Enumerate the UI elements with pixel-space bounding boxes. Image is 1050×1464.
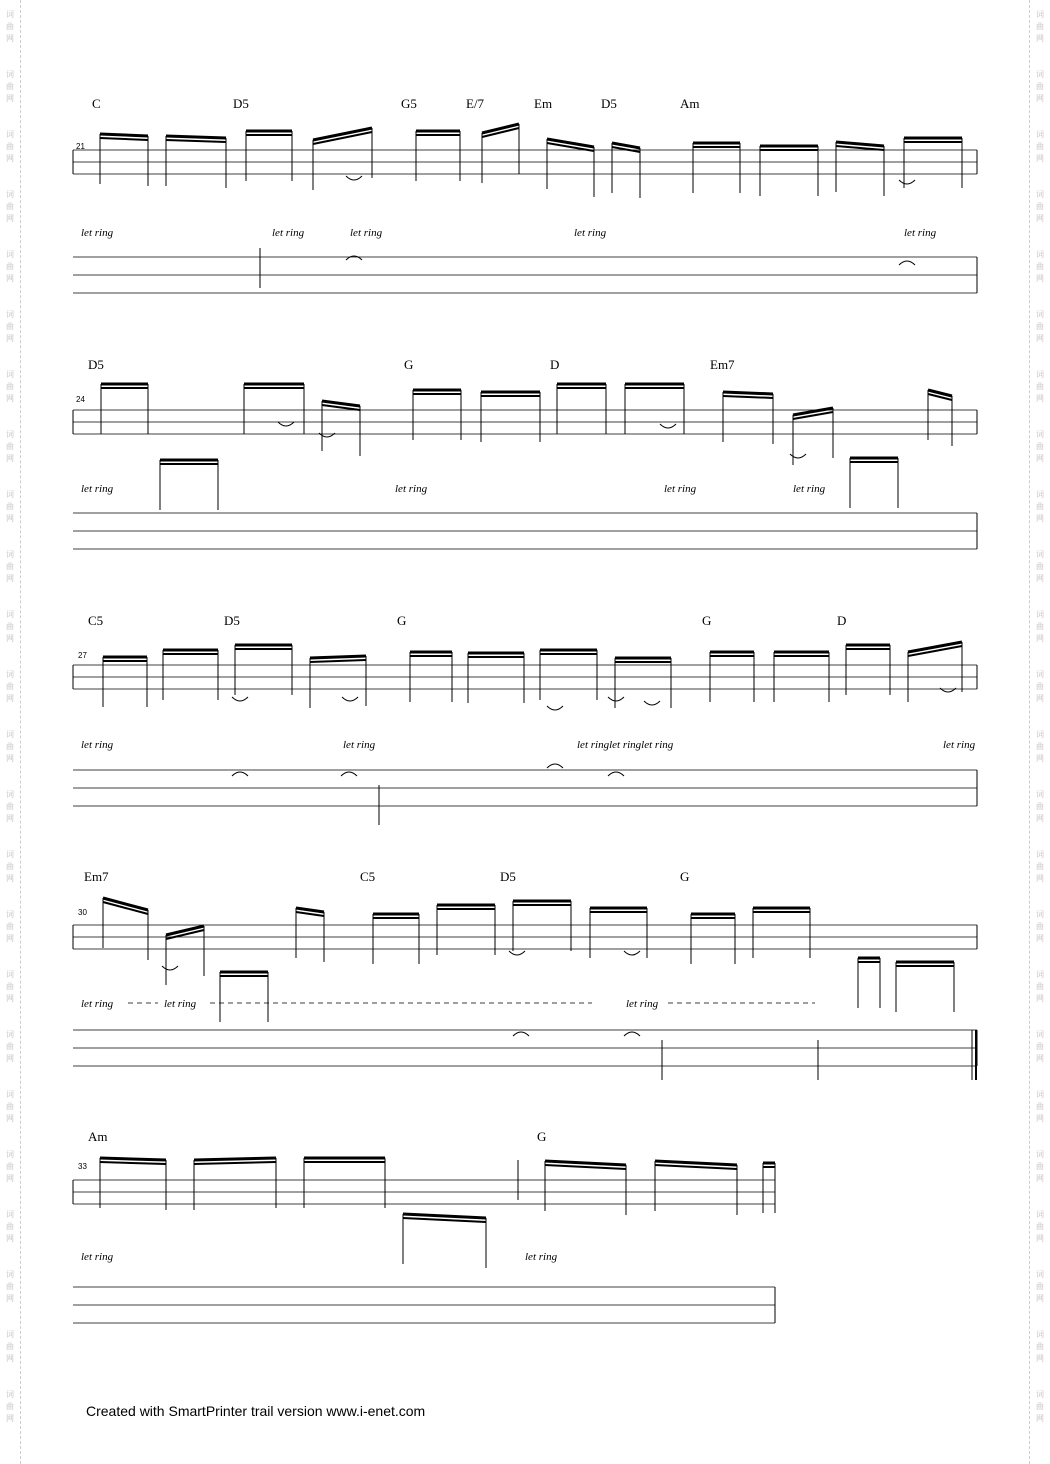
watermark-glyph: 曲	[6, 982, 14, 991]
beam	[723, 396, 773, 398]
watermark-glyph: 网	[1036, 214, 1044, 223]
watermark-glyph: 网	[6, 394, 14, 403]
watermark-glyph: 词	[1036, 1270, 1044, 1279]
watermark-glyph: 词	[1036, 1150, 1044, 1159]
watermark-glyph: 曲	[1036, 322, 1044, 331]
watermark-glyph: 词	[6, 610, 14, 619]
chord-symbol: Em7	[84, 869, 109, 884]
chord-symbol: C5	[88, 613, 104, 628]
watermark-glyph: 网	[6, 1054, 14, 1063]
watermark-glyph: 词	[1036, 730, 1044, 739]
chord-symbol: D5	[500, 869, 516, 884]
tie-arc	[624, 1032, 640, 1036]
tie-arc	[513, 1032, 529, 1036]
chord-symbol: G	[397, 613, 407, 628]
watermark-glyph: 曲	[6, 922, 14, 931]
watermark-glyph: 曲	[6, 82, 14, 91]
watermark-glyph: 词	[1036, 970, 1044, 979]
watermark-glyph: 曲	[6, 562, 14, 571]
beam	[655, 1161, 737, 1165]
watermark-glyph: 网	[6, 214, 14, 223]
watermark-glyph: 曲	[1036, 562, 1044, 571]
watermark-glyph: 曲	[6, 1102, 14, 1111]
chord-symbol: Em7	[710, 357, 735, 372]
watermark-glyph: 词	[6, 670, 14, 679]
watermark-glyph: 曲	[1036, 1402, 1044, 1411]
watermark-glyph: 词	[1036, 850, 1044, 859]
watermark-glyph: 网	[1036, 274, 1044, 283]
watermark-glyph: 网	[1036, 634, 1044, 643]
watermark-glyph: 网	[1036, 1174, 1044, 1183]
watermark-glyph: 词	[6, 790, 14, 799]
watermark-glyph: 曲	[1036, 1162, 1044, 1171]
beam	[194, 1158, 276, 1160]
watermark-glyph: 词	[6, 1270, 14, 1279]
chord-symbol: D5	[224, 613, 240, 628]
let-ring-mark: let ring	[164, 998, 197, 1010]
watermark-glyph: 词	[1036, 490, 1044, 499]
watermark-glyph: 曲	[1036, 262, 1044, 271]
watermark-glyph: 曲	[6, 382, 14, 391]
let-ring-mark: let ringlet ringlet ring	[577, 739, 674, 751]
watermark-glyph: 词	[1036, 430, 1044, 439]
watermark-glyph: 词	[6, 910, 14, 919]
tie-arc	[644, 701, 660, 705]
watermark-glyph: 网	[1036, 394, 1044, 403]
measure-number: 21	[76, 142, 85, 151]
watermark-glyph: 网	[6, 934, 14, 943]
watermark-glyph: 曲	[6, 442, 14, 451]
measure-number: 33	[78, 1162, 87, 1171]
watermark-glyph: 词	[6, 370, 14, 379]
tie-arc	[547, 764, 563, 768]
let-ring-mark: let ring	[81, 1251, 114, 1263]
let-ring-mark: let ring	[664, 483, 697, 495]
watermark-glyph: 网	[6, 274, 14, 283]
watermark-glyph: 词	[1036, 1090, 1044, 1099]
footer-credit: Created with SmartPrinter trail version www.i-enet.com	[86, 1403, 426, 1419]
watermark-glyph: 曲	[1036, 742, 1044, 751]
watermark-glyph: 曲	[6, 1162, 14, 1171]
tie-arc	[660, 424, 676, 428]
watermark-glyph: 网	[1036, 874, 1044, 883]
tie-arc	[232, 697, 248, 701]
watermark-glyph: 网	[6, 1234, 14, 1243]
chord-symbol: D	[550, 357, 560, 372]
watermark-glyph: 词	[1036, 610, 1044, 619]
watermark-glyph: 词	[6, 1150, 14, 1159]
chord-symbol: D	[837, 613, 847, 628]
measure-number: 27	[78, 651, 87, 660]
watermark-glyph: 曲	[6, 1042, 14, 1051]
watermark-glyph: 网	[6, 454, 14, 463]
watermark-glyph: 曲	[6, 202, 14, 211]
tie-arc	[899, 180, 915, 184]
watermark-glyph: 词	[1036, 10, 1044, 19]
watermark-glyph: 网	[1036, 34, 1044, 43]
watermark-glyph: 词	[6, 490, 14, 499]
watermark-glyph: 曲	[1036, 142, 1044, 151]
watermark-glyph: 词	[6, 130, 14, 139]
watermark-glyph: 网	[1036, 154, 1044, 163]
watermark-glyph: 网	[1036, 94, 1044, 103]
watermark-glyph: 词	[1036, 1210, 1044, 1219]
watermark-glyph: 词	[6, 430, 14, 439]
beam	[166, 136, 226, 138]
watermark-glyph: 曲	[6, 1402, 14, 1411]
tie-arc	[341, 772, 357, 776]
watermark-glyph: 词	[6, 250, 14, 259]
watermark-glyph: 曲	[6, 502, 14, 511]
watermark-glyph: 曲	[1036, 22, 1044, 31]
beam	[100, 1158, 166, 1160]
beam	[100, 134, 148, 136]
watermark-glyph: 曲	[1036, 982, 1044, 991]
chord-symbol: E/7	[466, 96, 485, 111]
chord-symbol: Em	[534, 96, 553, 111]
watermark-glyph: 曲	[6, 802, 14, 811]
watermark-glyph: 词	[6, 1030, 14, 1039]
chord-symbol: C	[92, 96, 101, 111]
beam	[723, 392, 773, 394]
tie-arc	[899, 261, 915, 265]
watermark-glyph: 曲	[1036, 622, 1044, 631]
watermark-glyph: 网	[6, 694, 14, 703]
watermark-glyph: 曲	[1036, 442, 1044, 451]
let-ring-mark: let ring	[81, 998, 114, 1010]
watermark-glyph: 词	[6, 1390, 14, 1399]
tie-arc	[342, 697, 358, 701]
watermark-glyph: 词	[6, 70, 14, 79]
watermark-glyph: 曲	[6, 142, 14, 151]
watermark-glyph: 词	[6, 1210, 14, 1219]
watermark-glyph: 网	[6, 1294, 14, 1303]
watermark-glyph: 词	[6, 10, 14, 19]
watermark-glyph: 网	[1036, 454, 1044, 463]
let-ring-mark: let ring	[81, 227, 114, 239]
watermark-glyph: 词	[1036, 370, 1044, 379]
chord-symbol: D5	[601, 96, 617, 111]
chord-symbol: G5	[401, 96, 417, 111]
let-ring-mark: let ring	[395, 483, 428, 495]
watermark-glyph: 曲	[6, 742, 14, 751]
watermark-glyph: 曲	[6, 1222, 14, 1231]
watermark-glyph: 网	[1036, 1234, 1044, 1243]
beam	[100, 1162, 166, 1164]
watermark-glyph: 曲	[1036, 802, 1044, 811]
watermark-glyph: 曲	[6, 1342, 14, 1351]
watermark-glyph: 网	[1036, 694, 1044, 703]
let-ring-mark: let ring	[272, 227, 305, 239]
chord-symbol: G	[680, 869, 690, 884]
watermark-glyph: 曲	[1036, 1342, 1044, 1351]
watermark-glyph: 词	[1036, 550, 1044, 559]
let-ring-mark: let ring	[626, 998, 659, 1010]
chord-symbol: Am	[88, 1129, 108, 1144]
watermark-glyph: 曲	[1036, 202, 1044, 211]
watermark-glyph: 曲	[1036, 922, 1044, 931]
watermark-glyph: 网	[6, 514, 14, 523]
watermark-glyph: 网	[6, 334, 14, 343]
watermark-glyph: 网	[1036, 1294, 1044, 1303]
let-ring-mark: let ring	[81, 739, 114, 751]
watermark-glyph: 网	[6, 34, 14, 43]
watermark-glyph: 曲	[1036, 682, 1044, 691]
let-ring-mark: let ring	[343, 739, 376, 751]
watermark-glyph: 词	[1036, 70, 1044, 79]
chord-symbol: D5	[88, 357, 104, 372]
watermark-glyph: 网	[1036, 334, 1044, 343]
watermark-glyph: 词	[6, 550, 14, 559]
let-ring-mark: let ring	[350, 227, 383, 239]
watermark-glyph: 曲	[1036, 1102, 1044, 1111]
beam	[836, 142, 884, 146]
watermark-glyph: 网	[6, 754, 14, 763]
watermark-glyph: 网	[1036, 814, 1044, 823]
chord-symbol: G	[404, 357, 414, 372]
watermark-glyph: 词	[1036, 910, 1044, 919]
let-ring-mark: let ring	[943, 739, 976, 751]
watermark-glyph: 词	[6, 970, 14, 979]
beam	[545, 1161, 626, 1165]
watermark-glyph: 词	[1036, 670, 1044, 679]
watermark-glyph: 网	[6, 1414, 14, 1423]
tie-arc	[608, 772, 624, 776]
beam	[310, 660, 366, 662]
watermark-glyph: 词	[1036, 790, 1044, 799]
watermark-glyph: 词	[6, 1330, 14, 1339]
measure-number: 30	[78, 908, 87, 917]
beam	[547, 139, 594, 147]
tie-arc	[278, 422, 294, 426]
chord-symbol: C5	[360, 869, 376, 884]
watermark-glyph: 词	[1036, 1030, 1044, 1039]
tie-arc	[790, 454, 806, 458]
watermark-glyph: 曲	[1036, 82, 1044, 91]
beam	[194, 1162, 276, 1164]
watermark-glyph: 词	[1036, 250, 1044, 259]
watermark-glyph: 曲	[6, 622, 14, 631]
watermark-glyph: 曲	[1036, 862, 1044, 871]
tie-arc	[509, 951, 525, 955]
watermark-glyph: 词	[1036, 310, 1044, 319]
watermark-glyph: 曲	[6, 22, 14, 31]
tie-arc	[608, 697, 624, 701]
watermark-glyph: 曲	[6, 262, 14, 271]
watermark-glyph: 曲	[1036, 1042, 1044, 1051]
watermark-glyph: 网	[6, 154, 14, 163]
tie-arc	[162, 966, 178, 970]
let-ring-mark: let ring	[525, 1251, 558, 1263]
watermark-glyph: 词	[6, 190, 14, 199]
tie-arc	[547, 706, 563, 710]
watermark-glyph: 网	[1036, 574, 1044, 583]
watermark-glyph: 曲	[1036, 382, 1044, 391]
beam	[100, 138, 148, 140]
let-ring-mark: let ring	[793, 483, 826, 495]
watermark-glyph: 曲	[6, 1282, 14, 1291]
watermark-glyph: 网	[1036, 1054, 1044, 1063]
watermark-glyph: 网	[1036, 994, 1044, 1003]
watermark-glyph: 词	[6, 1090, 14, 1099]
watermark-glyph: 词	[1036, 130, 1044, 139]
chord-symbol: G	[702, 613, 712, 628]
watermark-glyph: 网	[6, 874, 14, 883]
chord-symbol: G	[537, 1129, 547, 1144]
watermark-glyph: 曲	[1036, 1222, 1044, 1231]
beam	[310, 656, 366, 658]
watermark-glyph: 网	[1036, 754, 1044, 763]
tie-arc	[624, 951, 640, 955]
chord-symbol: D5	[233, 96, 249, 111]
watermark-glyph: 曲	[6, 322, 14, 331]
watermark-glyph: 曲	[6, 682, 14, 691]
watermark-glyph: 曲	[6, 862, 14, 871]
watermark-glyph: 网	[6, 574, 14, 583]
watermark-glyph: 网	[6, 94, 14, 103]
watermark-glyph: 网	[6, 634, 14, 643]
watermark-glyph: 网	[6, 994, 14, 1003]
watermark-glyph: 网	[1036, 1414, 1044, 1423]
watermark-glyph: 词	[6, 730, 14, 739]
watermark-glyph: 网	[1036, 934, 1044, 943]
tie-arc	[346, 176, 362, 180]
tie-arc	[232, 772, 248, 776]
watermark-glyph: 词	[1036, 1390, 1044, 1399]
watermark-glyph: 词	[6, 850, 14, 859]
watermark-glyph: 网	[6, 1114, 14, 1123]
chord-symbol: Am	[680, 96, 700, 111]
beam	[166, 140, 226, 142]
watermark-glyph: 网	[6, 1174, 14, 1183]
let-ring-mark: let ring	[574, 227, 607, 239]
watermark-glyph: 词	[6, 310, 14, 319]
watermark-glyph: 网	[1036, 1114, 1044, 1123]
watermark-glyph: 网	[1036, 1354, 1044, 1363]
watermark-glyph: 网	[6, 1354, 14, 1363]
watermark-glyph: 曲	[1036, 502, 1044, 511]
watermark-glyph: 曲	[1036, 1282, 1044, 1291]
watermark-glyph: 词	[1036, 1330, 1044, 1339]
watermark-glyph: 网	[6, 814, 14, 823]
let-ring-mark: let ring	[904, 227, 937, 239]
let-ring-mark: let ring	[81, 483, 114, 495]
watermark-glyph: 网	[1036, 514, 1044, 523]
beam	[296, 908, 324, 912]
watermark-glyph: 词	[1036, 190, 1044, 199]
beam	[403, 1214, 486, 1218]
measure-number: 24	[76, 395, 85, 404]
